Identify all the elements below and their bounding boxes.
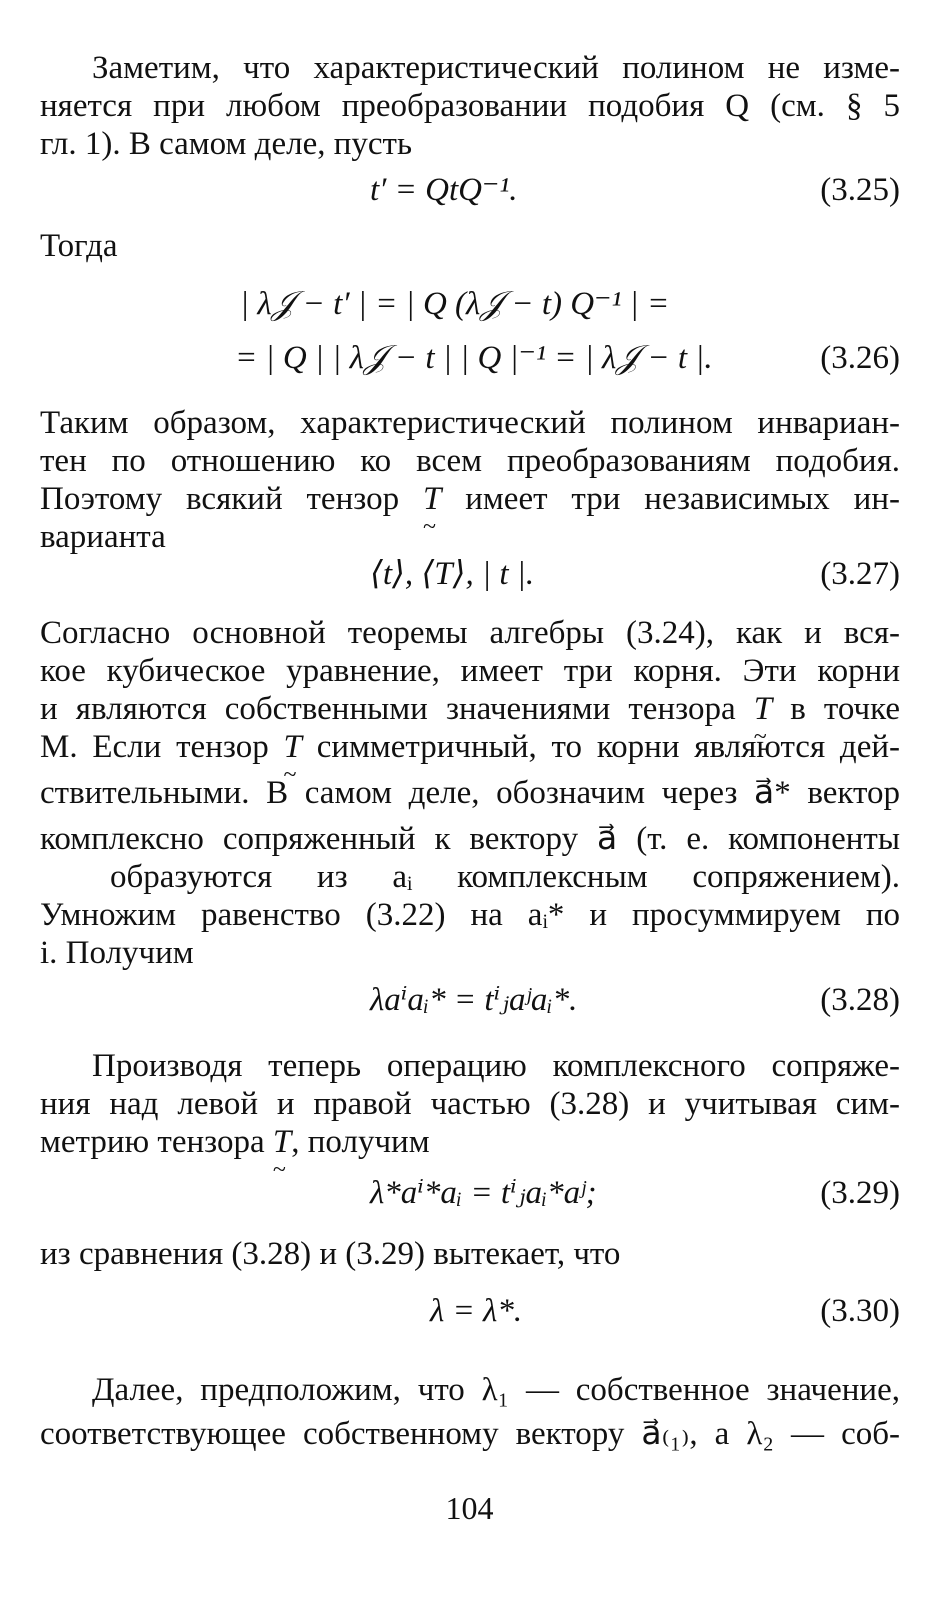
tensor-symbol: T ~ [273,1124,291,1162]
equation-number: (3.28) [820,982,900,1018]
equation-formula: t′ = QtQ⁻¹. [370,172,518,208]
equation-number: (3.25) [820,172,900,208]
equation-3-26-line-1 [40,286,900,326]
text-line [40,1124,900,1162]
equation-formula: | λ𝒥 − t′ | = | Q (λ𝒥 − t) Q⁻¹ | = [240,286,670,322]
text-line: Заметим, что характеристический полином не изме- [92,50,900,86]
equation-formula: λ*aⁱ*aᵢ = tⁱⱼaᵢ*aʲ; [370,1175,597,1211]
tensor-symbol: T ~ [423,481,441,519]
paragraph-4 [40,1048,900,1162]
equation-3-29 [40,1175,900,1215]
text-fragment: Поэтому всякий тензор [40,481,400,517]
text-line: гл. 1). В самом деле, пусть [40,126,412,162]
text-line: ния над левой и правой частью (3.28) и учитывая сим- [40,1086,900,1122]
equation-formula: λaⁱaᵢ* = tⁱⱼaʲaᵢ*. [370,982,578,1018]
text-fragment: M. Если тензор [40,729,269,765]
text-line [40,691,900,729]
paragraph-1 [40,50,900,164]
equation-3-28 [40,982,900,1022]
text-fragment: симметричный, то корни являются дей- [316,729,901,765]
equation-formula: = | Q | | λ𝒥 − t | | Q |⁻¹ = | λ𝒥 − t |. [235,340,713,376]
text-line: образуются из aᵢ комплексным сопряжением). [110,859,900,895]
text-line: из сравнения (3.28) и (3.29) вытекает, что [40,1236,621,1272]
text-fragment: имеет три независимых ин- [465,481,900,517]
paragraph-2 [40,405,900,557]
text-line: соответствующее собственному вектору a⃗₍₁₎, а λ₂ — соб- [40,1416,900,1452]
text-line: Тогда [40,228,118,264]
equation-number: (3.27) [820,556,900,592]
text-line [40,481,900,519]
tensor-symbol: T ~ [754,691,772,729]
equation-formula: ⟨t⟩, ⟨T⟩, | t |. [370,556,535,592]
equation-number: (3.30) [820,1293,900,1329]
text-fragment: и являются собственными значениями тензора [40,691,736,727]
text-line: комплексно сопряженный к вектору a⃗ (т. е. компоненты [40,821,900,857]
equation-3-27 [40,556,900,596]
text-line: Производя теперь операцию комплексного сопряже- [92,1048,900,1084]
text-line: Согласно основной теоремы алгебры (3.24), как и вся- [40,615,900,651]
text-line: тен по отношению ко всем преобразованиям подобия. [40,443,900,479]
equation-3-30 [40,1293,900,1333]
equation-number: (3.26) [820,340,900,376]
text-line: кое кубическое уравнение, имеет три корня. Эти корни [40,653,900,689]
text-line: Далее, предположим, что λ₁ — собственное значение, [92,1372,900,1408]
text-fragment: в точке [790,691,900,727]
text-fragment: метрию тензора [40,1124,265,1160]
equation-3-25 [40,172,900,212]
text-line: варианта [40,519,166,555]
text-fragment: , получим [291,1124,430,1160]
tensor-symbol: T ~ [284,729,302,767]
equation-number: (3.29) [820,1175,900,1211]
text-line: Таким образом, характеристический полином инвариан- [40,405,900,441]
text-line: ствительными. В самом деле, обозначим через a⃗* вектор [40,775,900,811]
paragraph-3 [40,615,900,973]
text-line: Умножим равенство (3.22) на aᵢ* и просуммируем по [40,897,900,933]
equation-3-26-line-2 [40,340,900,380]
text-line: няется при любом преобразовании подобия Q (см. § 5 [40,88,900,124]
page-number: 104 [445,1490,494,1526]
equation-formula: λ = λ*. [430,1293,523,1329]
paragraph-6 [40,1372,900,1454]
text-line: i. Получим [40,935,194,971]
